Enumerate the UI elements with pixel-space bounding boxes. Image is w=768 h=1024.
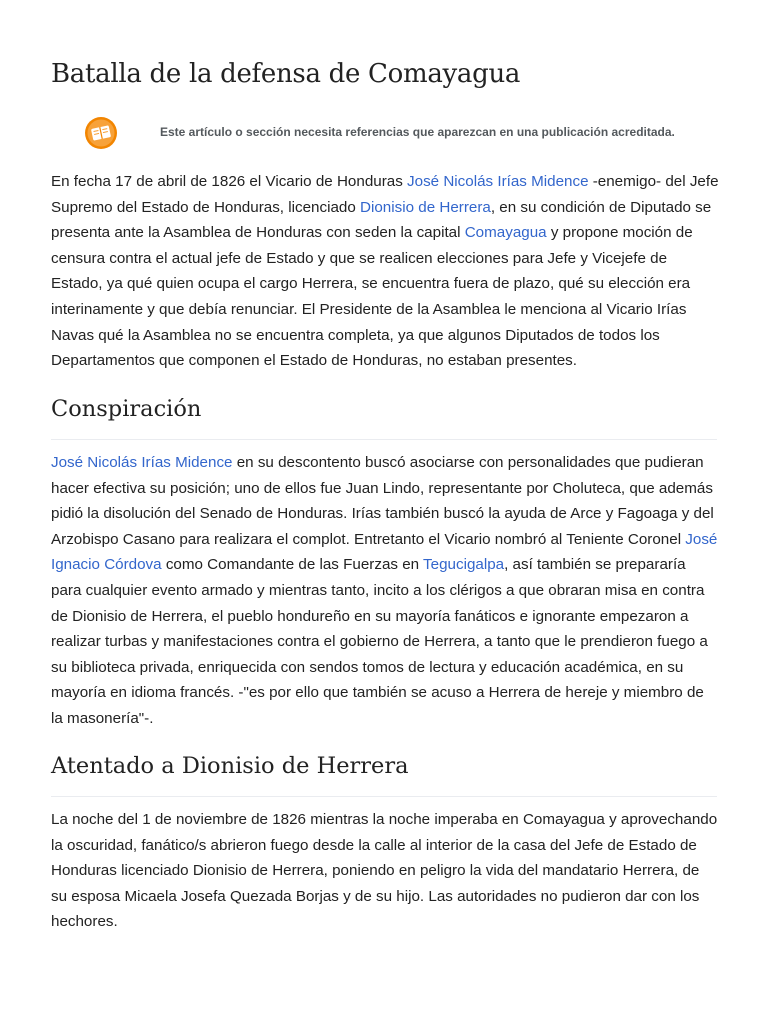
atentado-text: La noche del 1 de noviembre de 1826 mientras la noche imperaba en Comayagua y aprovechando la oscuridad, fanático/s abrieron fuego desde la calle al interior de la casa del Jefe de Estado de Honduras licenciado Dionisio de Herrera, poniendo en peligro la vida del mandatario Herrera, de su esposa Micaela Josefa Quezada Borjas y de su hijo. Las autoridades no pudieron dar con los hechores.: [51, 811, 718, 931]
page-title: Batalla de la defensa de Comayagua: [51, 59, 521, 89]
link-tegucigalpa[interactable]: Tegucigalpa: [423, 556, 505, 574]
text-run: En fecha 17 de abril de 1826 el Vicario de Honduras: [51, 173, 408, 190]
link-jose-nicolas-irias-midence[interactable]: José Nicolás Irías Midence: [407, 173, 589, 190]
text-run: , así también se prepararía para cualquier evento armado y mientras tanto, incito a los clérigos a que obraran misa en contra de Dionisio de Herrera, el pueblo hondureño en su mayoría fanáticos e ignorante empezaron a realizar turbas y manifestaciones contra el gobierno de Herrera, a tanto que le prendieron fuego a su biblioteca privada, enriquecida con sendos tomos de lectura y educación académica, en su mayoría en idioma francés. -"es por ello que también se acuso a Herrera de hereje y miembro de la masonería"-.: [51, 556, 708, 727]
notice-text: Este artículo o sección necesita referencias que aparezcan en una publicación acreditada.: [160, 125, 675, 139]
references-notice: [51, 112, 717, 154]
intro-paragraph: [51, 169, 719, 374]
text-run: , en su condición de Diputado se presenta ante la Asamblea de Honduras con seden la capital: [51, 198, 712, 242]
conspiracion-paragraph: [51, 450, 719, 732]
link-dionisio-de-herrera[interactable]: Dionisio de Herrera: [360, 198, 491, 216]
link-jose-ignacio-cordova[interactable]: José Ignacio Córdova: [51, 530, 718, 574]
section-heading-conspiracion: Conspiración: [51, 396, 202, 422]
text-run: y propone moción de censura contra el actual jefe de Estado y que se realicen elecciones para Jefe y Vicejefe de Estado, ya qué quien ocupa el cargo Herrera, se encuentra fuera de plazo, qué su elección era interinamente y que debía renunciar. El Presidente de la Asamblea le menciona al Vicario Irías Navas qué la Asamblea no se encuentra completa, ya que algunos Diputados de todos los Departamentos que componen el Estado de Honduras, no estaban presentes.: [51, 224, 693, 370]
text-run: en su descontento buscó asociarse con personalidades que pudieran hacer efectiva su posición; uno de ellos fue Juan Lindo, representante por Choluteca, que además pidió la disolución del Senado de Honduras. Irías también buscó la ayuda de Arce y Fagoaga y del Arzobispo Casano para realizara el complot. Entretanto el Vicario nombró al Teniente Coronel: [51, 454, 714, 548]
conspiracion-text: [51, 450, 719, 732]
text-run: -enemigo- del Jefe Supremo del Estado de Honduras, licenciado: [51, 173, 719, 216]
atentado-paragraph: [51, 807, 719, 935]
section-divider: [51, 796, 717, 797]
text-run: como Comandante de las Fuerzas en: [161, 556, 424, 574]
intro-text: [51, 169, 719, 374]
section-divider: [51, 439, 717, 440]
link-jose-nicolas-irias-midence[interactable]: José Nicolás Irías Midence: [51, 454, 233, 471]
section-heading-atentado: Atentado a Dionisio de Herrera: [51, 753, 409, 779]
book-question-icon: [84, 116, 118, 150]
link-comayagua[interactable]: Comayagua: [464, 224, 547, 242]
